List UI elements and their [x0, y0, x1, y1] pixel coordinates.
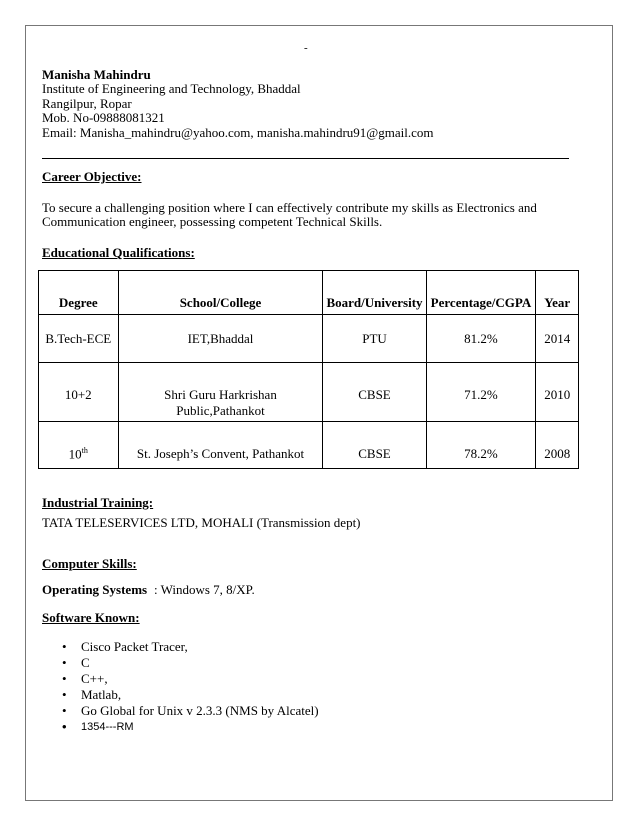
list-item: • Cisco Packet Tracer,	[62, 639, 319, 655]
degree-text: 10	[68, 446, 82, 462]
career-objective-line-1: To secure a challenging position where I can effectively contribute my skills as Electronics and	[42, 200, 537, 215]
operating-systems-value: : Windows 7, 8/XP.	[154, 582, 255, 597]
school-cell: St. Joseph’s Convent, Pathankot	[118, 422, 323, 469]
education-table	[38, 270, 579, 469]
career-objective-line-2: Communication engineer, possessing competent Technical Skills.	[42, 214, 383, 229]
school-cell-line-2: Public,Pathankot	[176, 403, 265, 418]
operating-systems-label: Operating Systems	[42, 582, 148, 597]
list-item: • Matlab,	[62, 687, 319, 703]
school-cell: IET,Bhaddal	[118, 315, 323, 363]
column-header: School/College	[118, 271, 323, 315]
list-item: • 1354---RM	[62, 719, 319, 735]
column-header: Year	[536, 271, 579, 315]
mobile-line: Mob. No-09888081321	[42, 110, 165, 125]
degree-cell: 10+2	[39, 363, 119, 422]
school-cell-line-1: Shri Guru Harkrishan	[164, 387, 277, 402]
table-row	[39, 315, 579, 363]
table-header-row	[39, 271, 579, 315]
year-cell: 2010	[536, 363, 579, 422]
address-line: Rangilpur, Ropar	[42, 96, 132, 111]
degree-cell: B.Tech-ECE	[39, 315, 119, 363]
career-objective-heading: Career Objective:	[42, 169, 142, 184]
table-row	[39, 363, 579, 422]
school-cell	[118, 363, 323, 422]
industrial-training-text: TATA TELESERVICES LTD, MOHALI (Transmission dept)	[42, 515, 361, 530]
list-item: • Go Global for Unix v 2.3.3 (NMS by Alcatel)	[62, 703, 319, 719]
column-header: Degree	[39, 271, 119, 315]
percentage-cell: 81.2%	[426, 315, 536, 363]
year-cell: 2008	[536, 422, 579, 469]
computer-skills-heading: Computer Skills:	[42, 556, 137, 571]
column-header: Percentage/CGPA	[426, 271, 536, 315]
board-cell: CBSE	[323, 363, 426, 422]
percentage-cell: 71.2%	[426, 363, 536, 422]
software-known-heading: Software Known:	[42, 610, 140, 625]
institute-line: Institute of Engineering and Technology, Bhaddal	[42, 81, 301, 96]
column-header: Board/University	[323, 271, 426, 315]
list-item: • C	[62, 655, 319, 671]
board-cell: CBSE	[323, 422, 426, 469]
education-heading: Educational Qualifications:	[42, 245, 195, 260]
email-line: Email: Manisha_mahindru@yahoo.com, manisha.mahindru91@gmail.com	[42, 125, 434, 140]
industrial-training-heading: Industrial Training:	[42, 495, 154, 510]
percentage-cell: 78.2%	[426, 422, 536, 469]
list-item: • C++,	[62, 671, 319, 687]
software-list	[62, 639, 319, 735]
degree-cell	[39, 422, 119, 469]
year-cell: 2014	[536, 315, 579, 363]
header-dash: -	[304, 42, 308, 54]
header-divider	[42, 158, 569, 159]
board-cell: PTU	[323, 315, 426, 363]
table-row	[39, 422, 579, 469]
candidate-name: Manisha Mahindru	[42, 67, 151, 82]
degree-superscript: th	[81, 446, 88, 455]
